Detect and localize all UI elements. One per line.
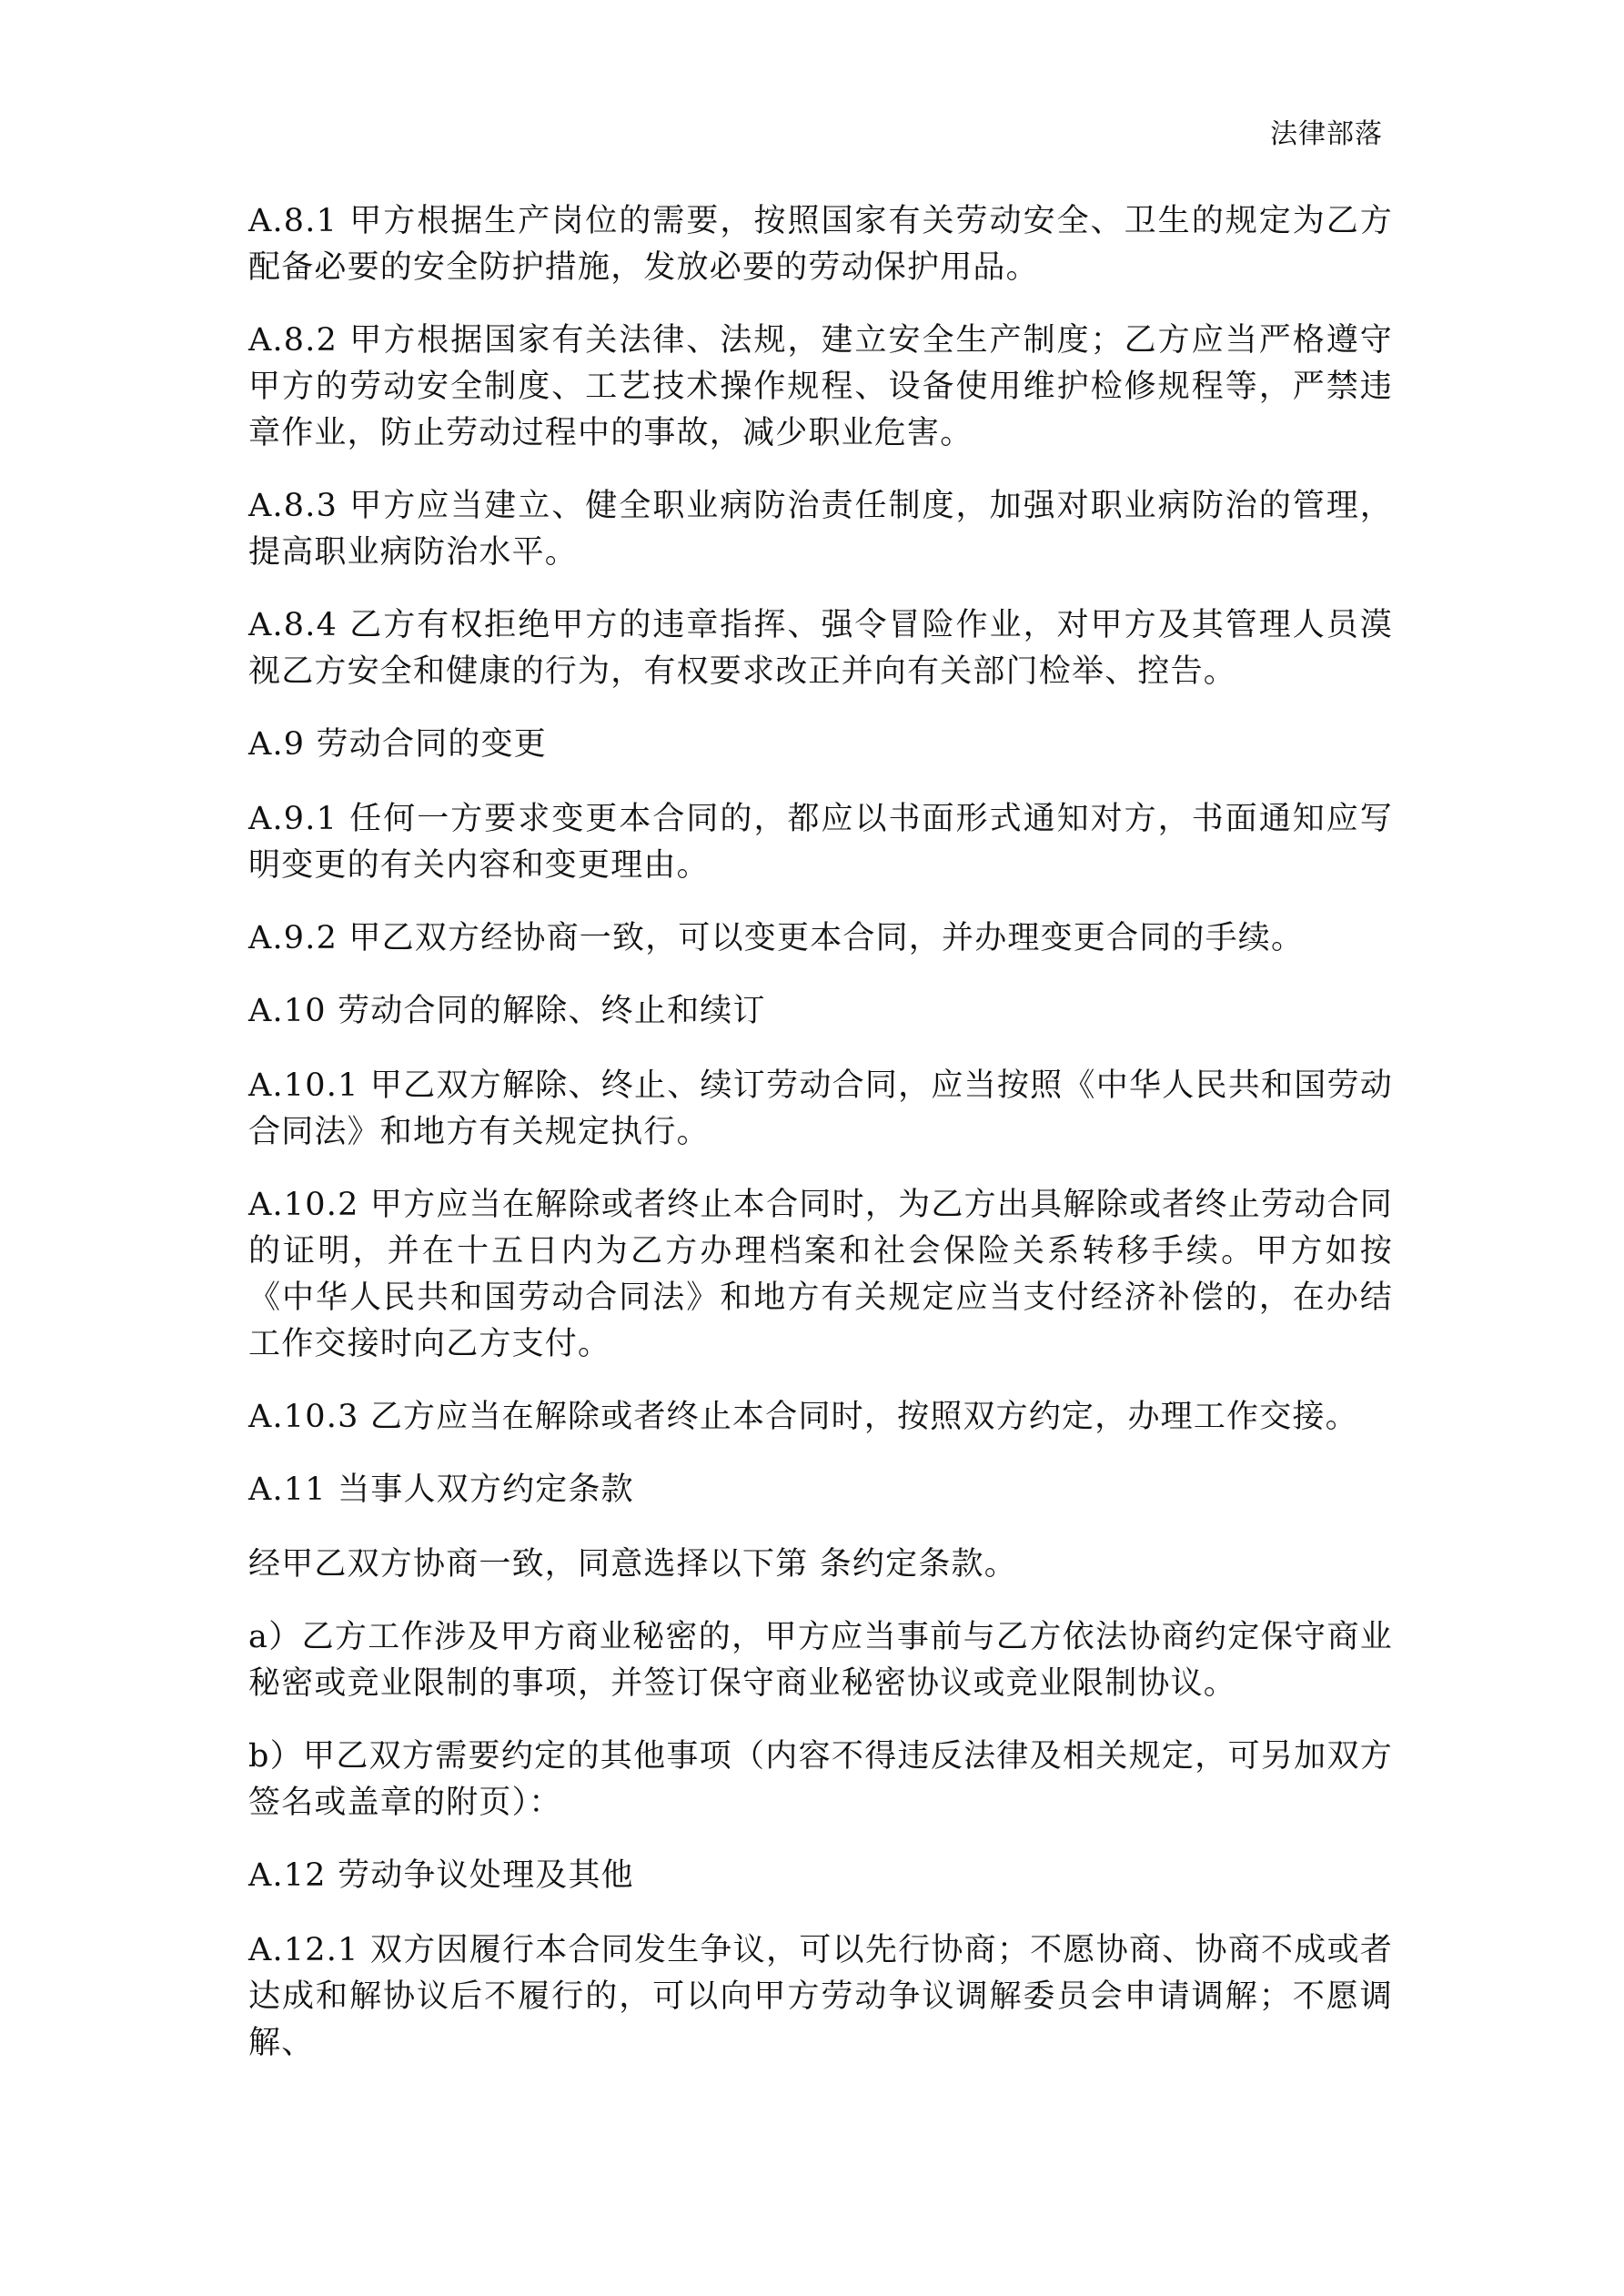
document-body [248,198,1393,2093]
clause-a-9-1: A.9.1 任何一方要求变更本合同的，都应以书面形式通知对方，书面通知应写明变更的有关内容和变更理由。 [248,801,1393,884]
section-heading-a-11: A.11 当事人双方约定条款 [248,1472,634,1508]
clause-a-10-1: A.10.1 甲乙双方解除、终止、续订劳动合同，应当按照《中华人民共和国劳动合同法》和地方有关规定执行。 [248,1067,1393,1150]
clause-a-8-3: A.8.3 甲方应当建立、健全职业病防治责任制度，加强对职业病防治的管理，提高职业病防治水平。 [248,488,1393,571]
page-header: 法律部落 [1270,118,1383,150]
section-heading-a-12: A.12 劳动争议处理及其他 [248,1857,634,1894]
clause-a-8-2: A.8.2 甲方根据国家有关法律、法规，建立安全生产制度；乙方应当严格遵守甲方的劳动安全制度、工艺技术操作规程、设备使用维护检修规程等，严禁违章作业，防止劳动过程中的事故，减少职业危害。 [248,322,1393,451]
clause-a-8-4: A.8.4 乙方有权拒绝甲方的违章指挥、强令冒险作业，对甲方及其管理人员漠视乙方安全和健康的行为，有权要求改正并向有关部门检举、控告。 [248,607,1393,690]
clause-a-12-1: A.12.1 双方因履行本合同发生争议，可以先行协商；不愿协商、协商不成或者达成和解协议后不履行的，可以向甲方劳动争议调解委员会申请调解；不愿调解、 [248,1932,1393,2061]
clause-a-10-2: A.10.2 甲方应当在解除或者终止本合同时，为乙方出具解除或者终止劳动合同的证明，并在十五日内为乙方办理档案和社会保险关系转移手续。甲方如按《中华人民共和国劳动合同法》和地方有关规定应当支付经济补偿的，在办结工作交接时向乙方支付。 [248,1187,1393,1362]
agreement-intro: 经甲乙双方协商一致，同意选择以下第 条约定条款。 [248,1546,1017,1583]
section-heading-a-10: A.10 劳动合同的解除、终止和续订 [248,993,766,1029]
clause-a-9-2: A.9.2 甲乙双方经协商一致，可以变更本合同，并办理变更合同的手续。 [248,920,1305,956]
clause-a-10-3: A.10.3 乙方应当在解除或者终止本合同时，按照双方约定，办理工作交接。 [248,1399,1358,1435]
clause-a-11-a: a）乙方工作涉及甲方商业秘密的，甲方应当事前与乙方依法协商约定保守商业秘密或竞业限制的事项，并签订保守商业秘密协议或竞业限制协议。 [248,1619,1393,1702]
section-heading-a-9: A.9 劳动合同的变更 [248,726,547,763]
clause-a-8-1: A.8.1 甲方根据生产岗位的需要，按照国家有关劳动安全、卫生的规定为乙方配备必要的安全防护措施，发放必要的劳动保护用品。 [248,203,1393,286]
clause-a-11-b: b）甲乙双方需要约定的其他事项（内容不得违反法律及相关规定，可另加双方签名或盖章的附页）： [248,1738,1393,1821]
